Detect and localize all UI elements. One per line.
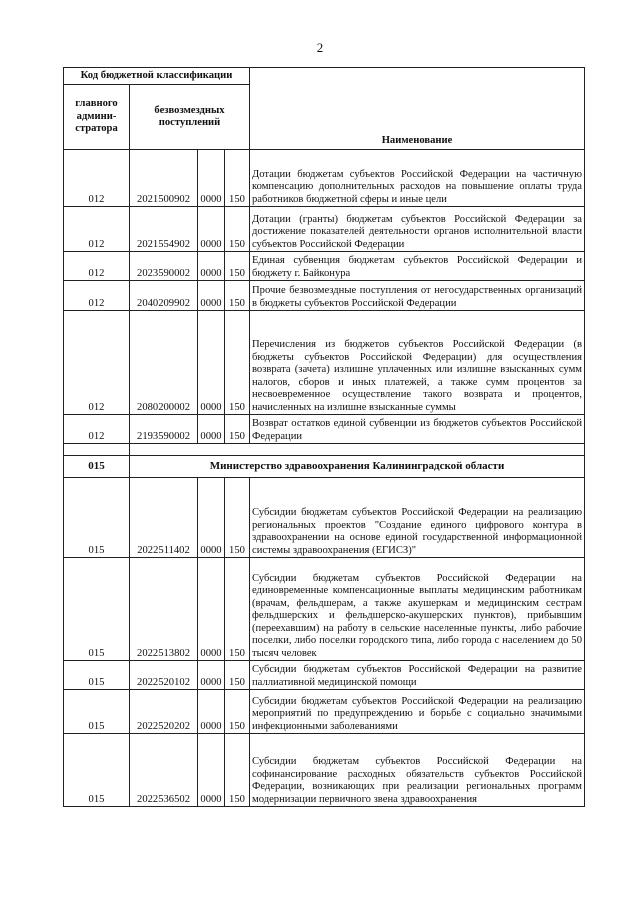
- cell-kosgu: 150: [225, 311, 250, 415]
- cell-sub: 0000: [198, 252, 225, 281]
- cell-name: Субсидии бюджетам субъектов Российской Федерации на софинансирование расходных обязательств субъектов Российской Федерации, возникающих при реализации региональных программ модернизации первичного звена здравоохранения: [250, 734, 585, 807]
- cell-kosgu: 150: [225, 150, 250, 207]
- table-row: [64, 207, 585, 252]
- cell-admin: 012: [64, 281, 130, 311]
- table-row: [64, 311, 585, 415]
- table-row: [64, 734, 585, 807]
- cell-admin: 015: [64, 558, 130, 661]
- cell-name: Прочие безвозмездные поступления от негосударственных организаций в бюджеты субъектов Российской Федерации: [250, 281, 585, 311]
- cell-code: 2080200002: [130, 311, 198, 415]
- cell-code: 2022513802: [130, 558, 198, 661]
- cell-kosgu: 150: [225, 690, 250, 734]
- cell-admin: 015: [64, 734, 130, 807]
- cell-admin: 012: [64, 311, 130, 415]
- cell-admin: 015: [64, 690, 130, 734]
- cell-kosgu: 150: [225, 415, 250, 444]
- cell-admin: 015: [64, 478, 130, 558]
- cell-code: 2022520102: [130, 661, 198, 690]
- cell-sub: 0000: [198, 558, 225, 661]
- cell-sub: 0000: [198, 311, 225, 415]
- cell-admin: 012: [64, 207, 130, 252]
- section-admin: 015: [64, 456, 130, 478]
- cell-sub: 0000: [198, 281, 225, 311]
- cell-name: Субсидии бюджетам субъектов Российской Федерации на развитие паллиативной медицинской помощи: [250, 661, 585, 690]
- cell-code: 2193590002: [130, 415, 198, 444]
- cell-kosgu: 150: [225, 252, 250, 281]
- cell-code: 2021500902: [130, 150, 198, 207]
- table-row: [64, 661, 585, 690]
- cell-code: 2023590002: [130, 252, 198, 281]
- cell-sub: 0000: [198, 207, 225, 252]
- table-row: [64, 415, 585, 444]
- header-row-top: [64, 68, 585, 85]
- cell-name: Единая субвенция бюджетам субъектов Российской Федерации и бюджету г. Байконура: [250, 252, 585, 281]
- cell-sub: 0000: [198, 661, 225, 690]
- cell-name: Субсидии бюджетам субъектов Российской Федерации на реализацию региональных проектов "Создание единого цифрового контура в здравоохранении на основе единой государственной информационной системы здравоохранения (ЕГИСЗ)": [250, 478, 585, 558]
- cell-code: 2040209902: [130, 281, 198, 311]
- cell-admin: 012: [64, 150, 130, 207]
- cell-sub: 0000: [198, 415, 225, 444]
- cell-admin: 012: [64, 415, 130, 444]
- table-row: [64, 252, 585, 281]
- cell-admin: 012: [64, 252, 130, 281]
- table-row: [64, 558, 585, 661]
- cell-name: Возврат остатков единой субвенции из бюджетов субъектов Российской Федерации: [250, 415, 585, 444]
- table-row: [64, 690, 585, 734]
- budget-classification-table: [63, 67, 585, 807]
- cell-name: Перечисления из бюджетов субъектов Российской Федерации (в бюджеты субъектов Российской Федерации) для осуществления возврата (зачета) излишне уплаченных или излишне взысканных сумм налогов, сборов и иных платежей, а также сумм процентов за несвоевременное осуществление такого возврата и процентов, начисленных на излишне взысканные суммы: [250, 311, 585, 415]
- section-row: [64, 456, 585, 478]
- cell-name: Субсидии бюджетам субъектов Российской Федерации на единовременные компенсационные выплаты медицинским работникам (врачам, фельдшерам, а также акушеркам и медицинским сестрам фельдшерских и фельдшерско-акушерских пунктов), прибывшим (переехавшим) на работу в сельские населенные пункты, либо рабочие поселки, либо поселки городского типа, либо города с населением до 50 тысяч человек: [250, 558, 585, 661]
- cell-kosgu: 150: [225, 734, 250, 807]
- cell-name: Дотации бюджетам субъектов Российской Федерации на частичную компенсацию дополнительных расходов на повышение оплаты труда работников бюджетной сферы и иные цели: [250, 150, 585, 207]
- header-admin: главного админи-стратора: [64, 85, 130, 150]
- header-name: Наименование: [250, 68, 585, 150]
- cell-sub: 0000: [198, 150, 225, 207]
- cell-kosgu: 150: [225, 558, 250, 661]
- cell-kosgu: 150: [225, 661, 250, 690]
- cell-name: Субсидии бюджетам субъектов Российской Федерации на реализацию мероприятий по предупреждению и борьбе с социально значимыми инфекционными заболеваниями: [250, 690, 585, 734]
- cell-name: Дотации (гранты) бюджетам субъектов Российской Федерации за достижение показателей деятельности органов исполнительной власти субъектов Российской Федерации: [250, 207, 585, 252]
- table-row: [64, 478, 585, 558]
- page-number: 2: [316, 40, 324, 55]
- cell-sub: 0000: [198, 734, 225, 807]
- spacer-row: [64, 444, 585, 456]
- cell-sub: 0000: [198, 478, 225, 558]
- section-title: Министерство здравоохранения Калининградской области: [130, 456, 585, 478]
- table-row: [64, 281, 585, 311]
- cell-admin: 015: [64, 661, 130, 690]
- table-row: [64, 150, 585, 207]
- cell-code: 2022511402: [130, 478, 198, 558]
- cell-code: 2022536502: [130, 734, 198, 807]
- header-gratuitous: безвозмездных поступлений: [130, 85, 250, 150]
- cell-code: 2022520202: [130, 690, 198, 734]
- header-group: Код бюджетной классификации: [64, 68, 250, 85]
- cell-sub: 0000: [198, 690, 225, 734]
- cell-kosgu: 150: [225, 281, 250, 311]
- cell-code: 2021554902: [130, 207, 198, 252]
- cell-kosgu: 150: [225, 478, 250, 558]
- cell-kosgu: 150: [225, 207, 250, 252]
